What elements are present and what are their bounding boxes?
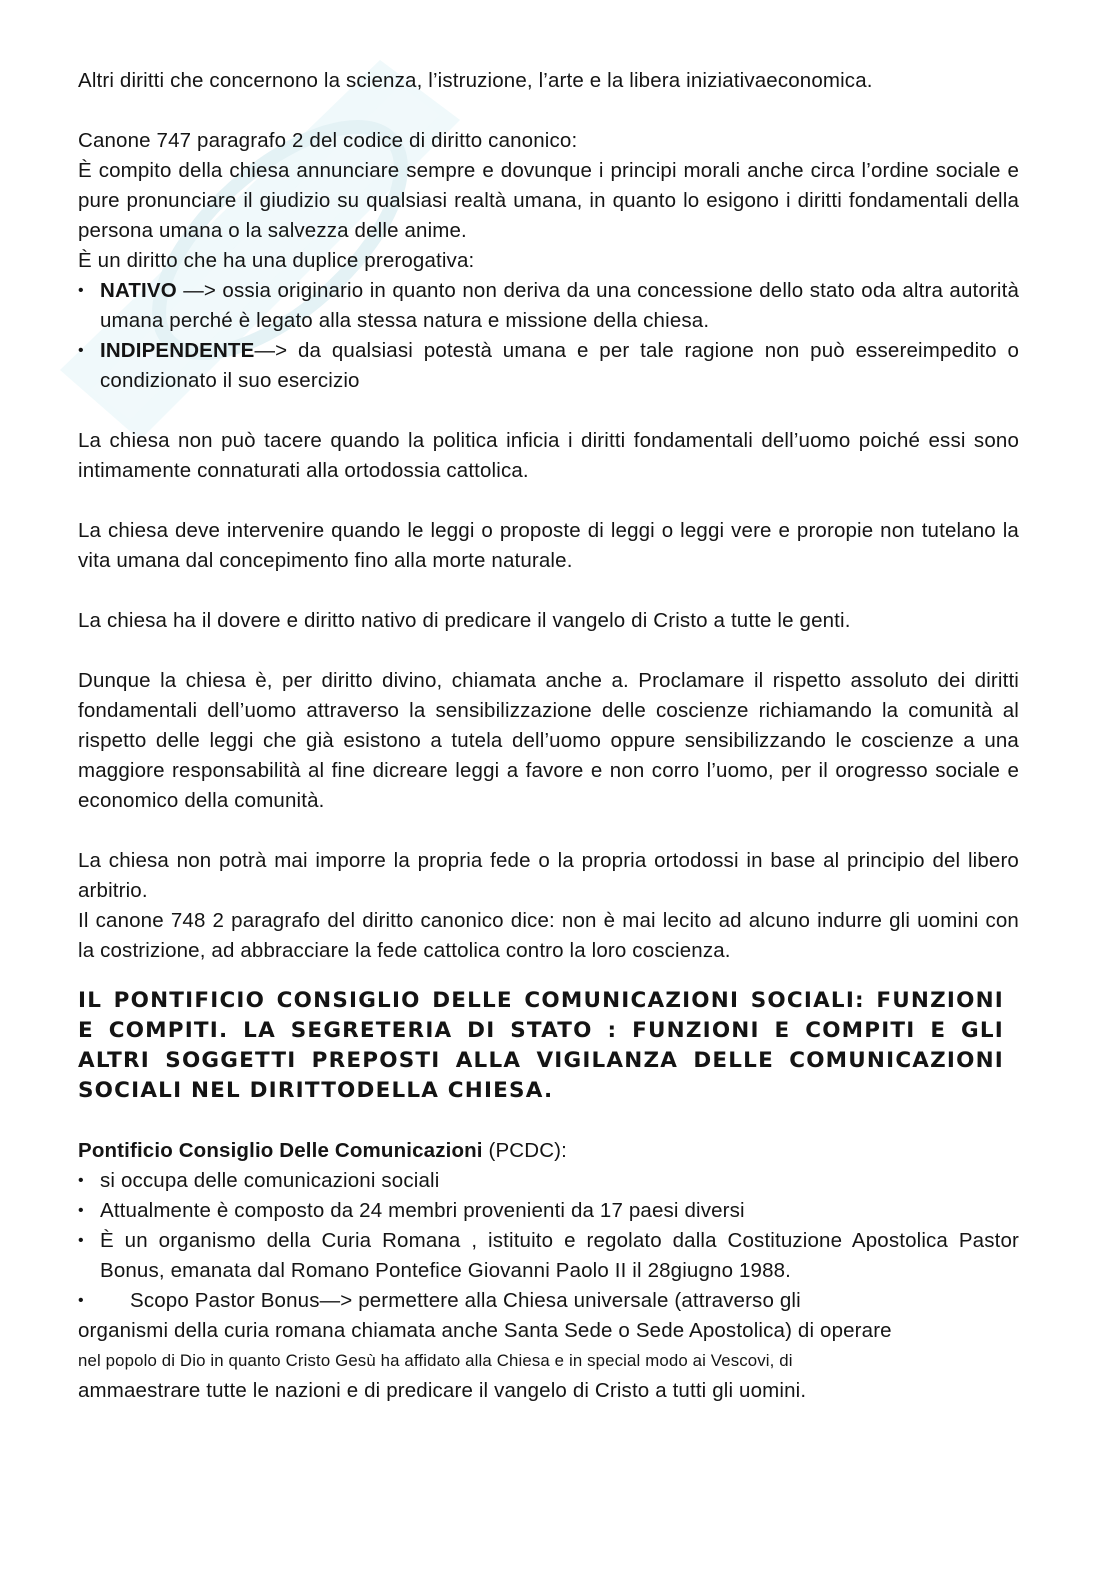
list-item (78, 276, 1019, 336)
pcdc-list (78, 1166, 1019, 1286)
scopo-line-3: nel popolo di Dio in quanto Cristo Gesù ha affidato alla Chiesa e in special modo ai Vescovi, di (78, 1351, 793, 1370)
paragraph-tacere: La chiesa non può tacere quando la politica inficia i diritti fondamentali dell’uomo poiché essi sono intimamente connaturati alla ortodossia cattolica. (78, 429, 1019, 482)
paragraph-dovere: La chiesa ha il dovere e diritto nativo di predicare il vangelo di Cristo a tutte le genti. (78, 609, 851, 632)
section-heading: IL PONTIFICIO CONSIGLIO DELLE COMUNICAZIONI SOCIALI: FUNZIONI E COMPITI. LA SEGRETERIA DI STATO : FUNZIONI E COMPITI E GLI ALTRI SOGGETTI PREPOSTI ALLA VIGILANZA DELLE COMUNICAZIONI SOCIALI NEL DIRITTODELLA CHIESA. (78, 988, 1004, 1103)
bullet-dot: • (78, 1292, 84, 1309)
paragraph-dunque: Dunque la chiesa è, per diritto divino, chiamata anche a. Proclamare il rispetto assoluto dei diritti fondamentali dell’uomo attraverso la sensibilizzazione delle coscienze richiamando la comunità al rispetto delle leggi che già esistono a tutela dell’uomo oppure sensibilizzando le coscienze a una maggiore responsabilità al fine dicreare leggi a favore e non corro l’uomo, per il orogresso sociale e economico della comunità. (78, 669, 1019, 812)
scopo-line-1 (78, 1286, 1019, 1316)
item-text: —> ossia originario in quanto non deriva da una concessione dello stato oda altra autorità umana perché è legato alla stessa natura e missione della chiesa. (100, 279, 1019, 332)
canone-747-title: Canone 747 paragrafo 2 del codice di diritto canonico: (78, 129, 578, 152)
list-item (78, 336, 1019, 396)
pcdc-suffix: (PCDC): (482, 1139, 567, 1162)
canone-747-text: È compito della chiesa annunciare sempre e dovunque i principi morali anche circa l’ordine sociale e pure pronunciare il giudizio su qualsiasi realtà umana, in quanto lo esigono i diritti fondamentali della persona umana o la salvezza delle anime. (78, 159, 1019, 242)
list-item: • È un organismo della Curia Romana , istituito e regolato dalla Costituzione Apostolica Pastor Bonus, emanata dal Romano Pontefice Giovanni Paolo II il 28giugno 1988. (78, 1226, 1019, 1286)
prerogative-list (78, 276, 1019, 396)
list-item: • si occupa delle comunicazioni sociali (78, 1166, 1019, 1196)
paragraph-imporre: La chiesa non potrà mai imporre la propria fede o la propria ortodossi in base al principio del libero arbitrio. (78, 849, 1019, 902)
scopo-line-2: organismi della curia romana chiamata anche Santa Sede o Sede Apostolica) di operare (78, 1319, 892, 1342)
term-nativo: NATIVO (100, 279, 177, 302)
paragraph-intervenire: La chiesa deve intervenire quando le leggi o proposte di leggi o leggi vere e proropie non tutelano la vita umana dal concepimento fino alla morte naturale. (78, 519, 1019, 572)
term-indipendente: INDIPENDENTE (100, 339, 255, 362)
item-text: —> da qualsiasi potestà umana e per tale ragione non può essereimpedito o condizionato il suo esercizio (100, 339, 1019, 392)
pcdc-heading (78, 1136, 1019, 1166)
scopo-line-4: ammaestrare tutte le nazioni e di predicare il vangelo di Cristo a tutti gli uomini. (78, 1379, 807, 1402)
paragraph-intro: Altri diritti che concernono la scienza, l’istruzione, l’arte e la libera iniziativaeconomica. (78, 69, 873, 92)
document-page (78, 66, 1019, 1406)
prerogative-intro: È un diritto che ha una duplice prerogativa: (78, 249, 475, 272)
scopo-text: Scopo Pastor Bonus—> permettere alla Chiesa universale (attraverso gli (130, 1289, 801, 1312)
pcdc-title: Pontificio Consiglio Delle Comunicazioni (78, 1139, 483, 1162)
list-item: • Attualmente è composto da 24 membri provenienti da 17 paesi diversi (78, 1196, 1019, 1226)
paragraph-canone-748: Il canone 748 2 paragrafo del diritto canonico dice: non è mai lecito ad alcuno indurre gli uomini con la costrizione, ad abbracciare la fede cattolica contro la loro coscienza. (78, 909, 1019, 962)
